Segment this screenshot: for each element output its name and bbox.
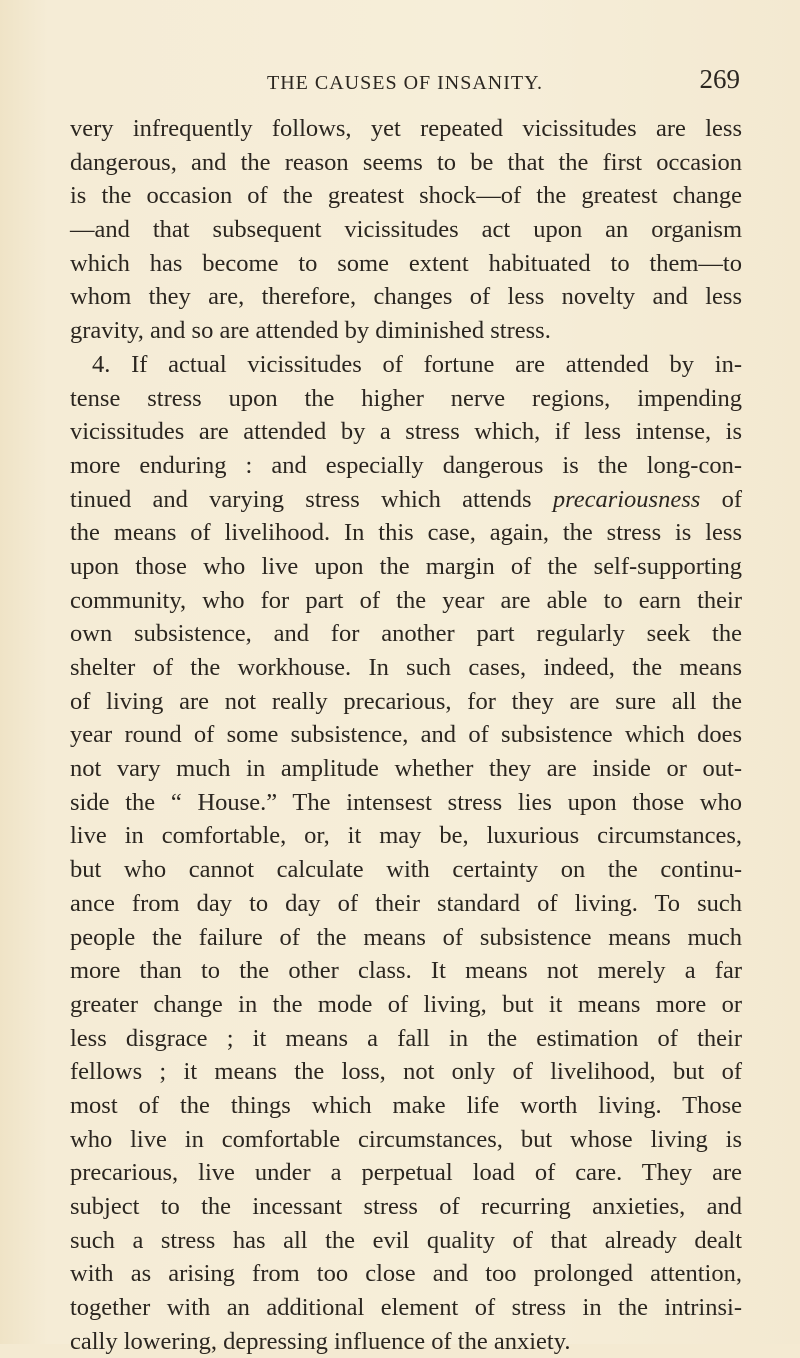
text-line: is the occasion of the greatest shock—of the greatest change bbox=[70, 182, 742, 210]
text-line: upon those who live upon the margin of the self-supporting bbox=[70, 552, 742, 580]
text-line: more enduring : and especially dangerous is the long-con- bbox=[70, 451, 742, 479]
text-line: year round of some subsistence, and of subsistence which does bbox=[70, 721, 742, 749]
running-title: THE CAUSES OF INSANITY. bbox=[267, 72, 543, 94]
text-line: fellows ; it means the loss, not only of livelihood, but of bbox=[70, 1058, 742, 1086]
text-line: ance from day to day of their standard of living. To such bbox=[70, 889, 742, 917]
text-line: whom they are, therefore, changes of less novelty and less bbox=[70, 283, 742, 311]
text-line: most of the things which make life worth living. Those bbox=[70, 1091, 742, 1119]
text-line: community, who for part of the year are able to earn their bbox=[70, 586, 742, 614]
text-line: —and that subsequent vicissitudes act upon an organism bbox=[70, 216, 742, 244]
text-line: not vary much in amplitude whether they are inside or out- bbox=[70, 755, 742, 783]
text-line: own subsistence, and for another part regularly seek the bbox=[70, 620, 742, 648]
running-head bbox=[70, 64, 740, 104]
text-line: precarious, live under a perpetual load of care. They are bbox=[70, 1159, 742, 1187]
text-line: the means of livelihood. In this case, again, the stress is less bbox=[70, 519, 742, 547]
text-line: subject to the incessant stress of recurring anxieties, and bbox=[70, 1193, 742, 1220]
text-line: more than to the other class. It means not merely a far bbox=[70, 957, 742, 985]
text-line: such a stress has all the evil quality of that already dealt bbox=[70, 1226, 742, 1254]
text-line: less disgrace ; it means a fall in the estimation of their bbox=[70, 1024, 742, 1052]
page-number: 269 bbox=[699, 64, 740, 94]
text-line: people the failure of the means of subsistence means much bbox=[70, 923, 742, 951]
text-line: live in comfortable, or, it may be, luxurious circumstances, bbox=[70, 822, 742, 850]
italic-word: precariousness bbox=[552, 485, 701, 513]
text-line: which has become to some extent habituated to them—to bbox=[70, 249, 742, 277]
text-line: together with an additional element of stress in the intrinsi- bbox=[70, 1294, 742, 1322]
text-line: but who cannot calculate with certainty on the continu- bbox=[70, 856, 742, 884]
text-line: very infrequently follows, yet repeated vicissitudes are less bbox=[70, 115, 742, 142]
line-start: tinued and varying stress which attends bbox=[70, 485, 532, 513]
text-line: cally lowering, depressing influence of the anxiety. bbox=[70, 1327, 571, 1355]
body-text bbox=[70, 112, 742, 1358]
text-line: dangerous, and the reason seems to be that the first occasion bbox=[70, 148, 742, 176]
text-line: shelter of the workhouse. In such cases, indeed, the means bbox=[70, 654, 742, 681]
line-end: of bbox=[700, 485, 742, 513]
text-line: greater change in the mode of living, but it means more or bbox=[70, 990, 742, 1018]
text-line: side the “ House.” The intensest stress lies upon those who bbox=[70, 788, 742, 816]
text-line: tense stress upon the higher nerve regions, impending bbox=[70, 384, 742, 412]
text-line-with-italic bbox=[70, 483, 742, 517]
text-line: with as arising from too close and too prolonged attention, bbox=[70, 1260, 742, 1288]
text-line: who live in comfortable circumstances, but whose living is bbox=[70, 1125, 742, 1153]
text-line: of living are not really precarious, for they are sure all the bbox=[70, 687, 742, 715]
text-line: gravity, and so are attended by diminished stress. bbox=[70, 317, 551, 345]
text-line: 4. If actual vicissitudes of fortune are attended by in- bbox=[92, 350, 742, 378]
text-line: vicissitudes are attended by a stress which, if less intense, is bbox=[70, 418, 742, 446]
